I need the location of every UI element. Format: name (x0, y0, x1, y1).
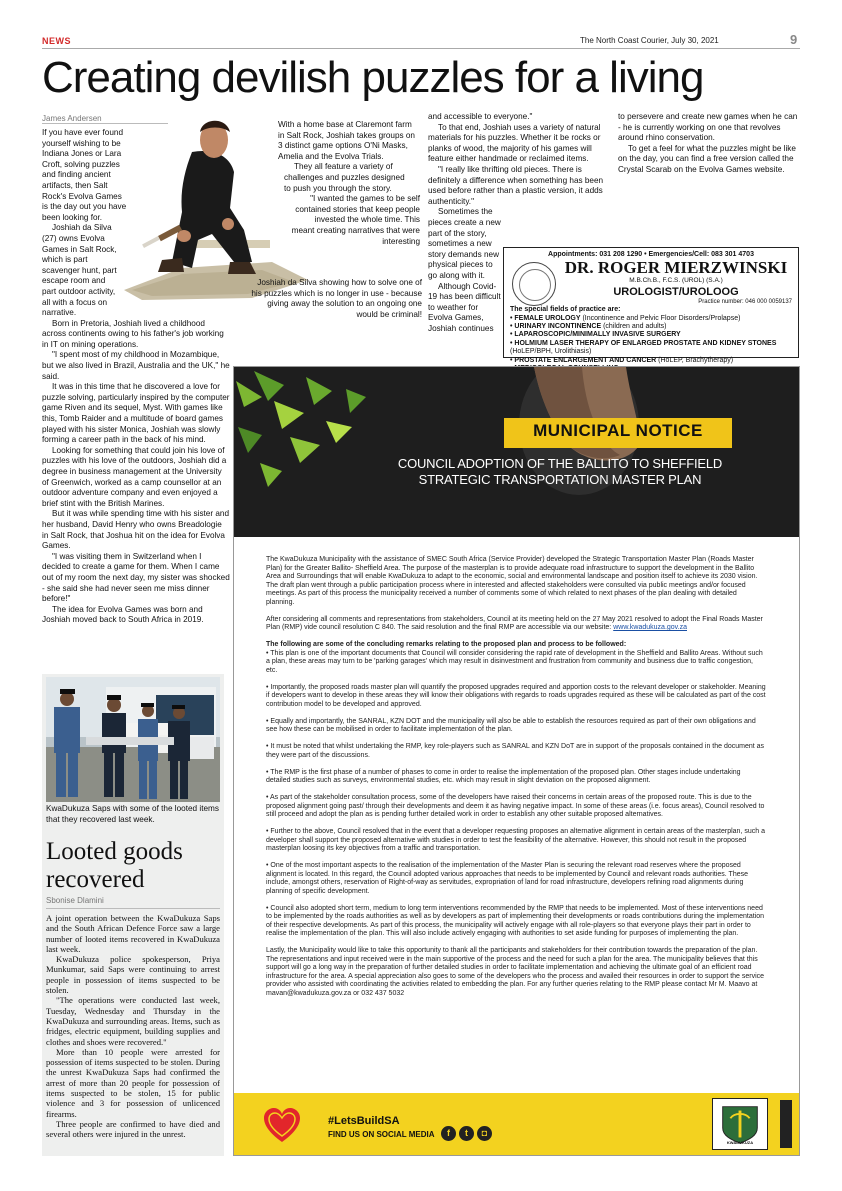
paragraph: "I wanted the games to be self contained stories that keep people invested the whole time. This meant creating narratives that were interesting (291, 194, 420, 246)
article-column-2 (250, 120, 425, 247)
notice-bullet: • Equally and importantly, the SANRAL, KZN DOT and the municipality will also be able to establish the resources required as part of their own obligations and see how these can be mobilised in order to facilitate implementation of the plan. (266, 717, 756, 733)
crest-label: KWADUKUZA (726, 1140, 754, 1145)
notice-bullet: • Importantly, the proposed roads master plan will quantify the proposed upgrades required and apportion costs to the relevant developer or stakeholder. Meaning if developers want to develop in these areas they will know their obligations with regards to roads upgrades required as these will be calculated as part of the cost contribution model to be developed and approved. (266, 683, 766, 708)
paragraph: More than 10 people were arrested for possession of items suspected to be stolen. During the unrest KwaDukuza Saps had confirmed the arrest of more than 20 people for possession of items suspected to be stolen, 15 for public violence and 3 for possession of unlicenced firearms. (46, 1046, 220, 1119)
notice-bullet: • One of the most important aspects to the realisation of the implementation of the Master Plan is securing the relevant road reserves where the proposed alignment is located. In this regard, the Council adopted various approaches that needs to be implemented by Council and relevant roads authorities. These include, amongst others, reservation of Right-of-way as servitudes, expropriation of land for road infrastructure, developers refining road alignments during planning of specific development. (266, 862, 748, 895)
facebook-icon[interactable]: f (441, 1126, 456, 1141)
ad-qualifications: M.B.Ch.B., F.C.S. (UROL) (S.A.) (629, 277, 723, 285)
list-item: • FEMALE UROLOGY (Incontinence and Pelvic Floor Disorders/Prolapse) (510, 314, 741, 322)
list-item: • PROSTATE ENLARGEMENT AND CANCER (HoLEP, Brachytherapy) (510, 356, 734, 364)
looted-body (46, 913, 220, 1140)
header-rule (42, 48, 800, 49)
article-column-4 (618, 112, 800, 176)
paragraph: Born in Pretoria, Joshiah lived a childhood across continents owing to his father's job working in IT on mining operations. (42, 318, 224, 349)
notice-adoption-text: After considering all comments and representations from stakeholders, Council at its meeting held on the 27 May 2021 resolved to adopt the Final Roads Master Plan (RMP) vide council resolution C 840. The said resolution and the final RMP are accessible via our website: (266, 615, 763, 631)
notice-bullet: • Further to the above, Council resolved that in the event that a developer requesting proposes an alternative alignment in certain areas of the masterplan, such a developer shall support the proposed alternative with studies in order to test the feasibility of the alternative. However, this should not result in the proposed masterplan loosing its key objectives from a traffic and transportation. (266, 828, 765, 852)
notice-label: MUNICIPAL NOTICE (533, 421, 703, 440)
paragraph: To that end, Joshiah uses a variety of natural materials for his puzzles. Whether it be rocks or planks of wood, the majority of his games will feature either handmade or reclaimed items. (428, 122, 601, 164)
paragraph: Joshiah da Silva (27) owns Evolva Games in Salt Rock, which is part scavenger hunt, part escape room and part outdoor activity, all with a focus on narrative. (42, 223, 117, 318)
headline: Creating devilish puzzles for a living (42, 53, 704, 102)
paragraph: to persevere and create new games when he can - he is currently working on one that revolves around rhino conservation. (618, 112, 798, 143)
photo-caption: KwaDukuza Saps with some of the looted items that they recovered last week. (46, 804, 219, 824)
paragraph: KwaDukuza police spokesperson, Priya Munkumar, said Saps were continuing to arrest people in possession of items suspected to be stolen. (46, 954, 220, 996)
paragraph: They all feature a variety of challenges and puzzles designed to push you through the story. (284, 162, 405, 193)
photo-caption: Joshiah da Silva showing how to solve one of his puzzles which is no longer in use - because giving away the solution to an ongoing one would be criminal! (251, 278, 422, 319)
list-item: • HOLMIUM LASER THERAPY OF ENLARGED PROSTATE AND KIDNEY STONES (HoLEP/BPH, Urolithiasis) (510, 339, 777, 356)
hashtag: #LetsBuildSA (328, 1115, 400, 1127)
notice-body (266, 556, 766, 1007)
paragraph: Although Covid-19 has been difficult to weather for Evolva Games, Joshiah continues (428, 281, 501, 333)
notice-bullet: • Council also adopted short term, medium to long term interventions recommended by the RMP that needs to be implemented. Most of these interventions need to be implemented by the roads authorities as well as by developers as part of implementing their developments or roads contributions during the implementation of their respective developments. As part of this process, the municipality will actively engage with all role-players so that everyone plays their part in order to realise the implementation of the plan. This will also include actively engaging with authorities to set aside funding for purposes of implementing the plan. (266, 904, 765, 937)
paragraph: Three people are confirmed to have died and several others were injured in the unrest. (46, 1118, 220, 1140)
ad-doctor-name: DR. ROGER MIERZWINSKI (564, 258, 788, 278)
notice-adoption (266, 616, 766, 633)
list-item: • LAPAROSCOPIC/MINIMALLY INVASIVE SURGERY (510, 331, 681, 339)
paragraph: But it was while spending time with his sister and her husband, David Henry who owns Breadologie in Salt Rock, that Joshua hit on the idea for Evolva Games. (42, 509, 230, 551)
looted-headline: Looted goods recovered (46, 838, 183, 893)
paragraph: With a home base at Claremont farm in Salt Rock, Joshiah takes groups on 3 distinct game options O'Ni Masks, Amelia and the Evolva Trials. (278, 120, 415, 161)
looted-byline: Sbonise Dlamini (46, 896, 104, 905)
paragraph: "I really like thrifting old pieces. There is definitely a difference when something has been used before rather than a plastic version, it adds authenticity." (428, 164, 604, 206)
paragraph: "I spent most of my childhood in Mozambique, but we also lived in Brazil, Australia and the UK," he said. (42, 350, 230, 381)
paragraph: It was in this time that he discovered a love for puzzle solving, particularly inspired by the computer game Riven and its sequel, Myst. With games like this, Tomb Raider and a multitude of board games played with his sister Monica, Joshiah was slowly forming a career path in the back of his mind. (42, 382, 230, 445)
byline-rule (46, 908, 220, 909)
ad-appointments: Appointments: 031 208 1290 • Emergencies/Cell: 083 301 4703 (548, 251, 754, 258)
notice-subtitle-2: STRATEGIC TRANSPORTATION MASTER PLAN (418, 472, 702, 487)
ad-practice-number: Practice number: 046 000 0059137 (698, 298, 792, 305)
notice-bullet: • As part of the stakeholder consultation process, some of the developers have raised their concerns in certain areas of the proposed route. This is due to the proposed alignment going past/ through their developments and deem it as having negative impact. In some of these areas (i.e. focus areas), Council resolved to still proceed and adopt the plan as is pending further detailed work in order to establish any other suitable proposed alternatives. (266, 794, 765, 818)
paragraph: To get a feel for what the puzzles might be like on the day, you can find a free version called the Crystal Scarab on the Evolva Games website. (618, 143, 796, 174)
paragraph: Sometimes the pieces create a new part of the story, sometimes a new story demands new physical pieces to go along with it. (428, 207, 501, 280)
notice-bullet: • It must be noted that whilst undertaking the RMP, key role-players such as SANRAL and KZN DoT are in support of the proposals contained in the document as they were part of the discussions. (266, 743, 765, 759)
ad-fields-label: The special fields of practice are: (510, 306, 621, 314)
paragraph: If you have ever found yourself wishing to be Indiana Jones or Lara Croft, solving puzzles and finding ancient artifacts, then Salt Rock's Evolva Games is the day out you have been looking for. (42, 128, 127, 222)
paragraph: "I was visiting them in Switzerland when I decided to create a game for them. When I came out of my room the next day, my sister was shocked - she said she had never seen me miss dinner before!" (42, 551, 230, 604)
find-us-label: FIND US ON SOCIAL MEDIA (328, 1130, 435, 1139)
instagram-icon[interactable]: ◘ (477, 1126, 492, 1141)
website-link[interactable]: www.kwadukuza.gov.za (613, 624, 687, 631)
paragraph: "The operations were conducted last week, Tuesday, Wednesday and Thursday in the KwaDukuza and surrounding areas. Items, such as fridges, electric equipment, building supplies and clothes and shoes were recovered." (46, 995, 220, 1047)
ad-title: UROLOGIST/UROLOOG (613, 285, 739, 298)
ad-code-strip (780, 1100, 792, 1148)
notice-bullet: • This plan is one of the important documents that Council will consider considering the rapid rate of development in the Sheffield and Ballito Areas. Without such a plan, these areas may turn to be 'parking garages' which may result in disinvestment and frustration from community and business due to traffic congestion, etc. (266, 649, 763, 674)
paragraph: Looking for something that could join his love of puzzles with his love of the outdoors, Joshiah did a degree in business management at the University of Greenwich, worked as a camp counsellor at an outdoor adventure company and even enjoyed a brief stint with the British Marines. (42, 445, 227, 508)
paragraph: A joint operation between the KwaDukuza Saps and the South African Defence Force saw a large number of looted items recovered in KwaDukuza last week. (46, 913, 220, 954)
notice-intro: The KwaDukuza Municipality with the assistance of SMEC South Africa (Service Provider) developed the Strategic Transportation Master Plan (Roads Master Plan) for the Greater Ballito- Sheffield Area. The purpose of the masterplan is to provide adequate road infrastructure to support the development in the Ballito Area and Surroundings that will enable KwaDukuza to adapt to the economic, social and environmental landscape and position itself to achieve its 2030 vision. The draft plan went through a public participation process where in interested and affected stakeholders were consulted via public meetings and/or focused meetings. As part of this process the municipality received a number of comments some of which related to next phases of the plan dealing with detailed planning. (266, 556, 758, 606)
notice-closing: Lastly, the Municipality would like to take this opportunity to thank all the participants and stakeholders for their contribution towards the preparation of the plan. The representations and input received were in the main supportive of the process and the need for such a plan for the area. The municipality believes that this support will go a long way in the preparation of further detailed studies in order to facilitate implementation and achieving the ultimate goal of an efficient road infrastructure for the area. A special appreciation also goes to some of the developers who the process and availed their resources in order to support the service provider who assisted with coordinating the activities related to embedding the plan. For any further queries relating to the RMP please contact Mr M. Maavo at mavan@kwadukuza.gov.za or 032 437 5032 (266, 947, 765, 997)
notice-bullet: • The RMP is the first phase of a number of phases to come in order to realise the implementation of the proposed plan. Other stages include undertaking detailed studies such as surveys, environmental studies, etc. which may result in slight deviation on the proposed alignment. (266, 768, 741, 784)
section-label: NEWS (42, 36, 71, 46)
paragraph: The idea for Evolva Games was born and Joshiah moved back to South Africa in 2019. (42, 604, 204, 625)
twitter-icon[interactable]: t (459, 1126, 474, 1141)
list-item: • URINARY INCONTINENCE (children and adults) (510, 323, 667, 331)
ad-fields-list (510, 315, 792, 374)
notice-remarks-header: The following are some of the concluding remarks relating to the proposed plan and process to be followed: (266, 641, 627, 648)
byline: James Andersen (42, 114, 102, 123)
paragraph: and accessible to everyone." (428, 112, 533, 121)
heart-map-icon (262, 1106, 302, 1146)
notice-banner (234, 367, 799, 537)
doctor-advertisement (503, 247, 799, 364)
page-number: 9 (790, 32, 798, 47)
police-photo (46, 677, 220, 802)
notice-subtitle-1: COUNCIL ADOPTION OF THE BALLITO TO SHEFFIELD (397, 456, 723, 471)
medical-seal-icon (512, 262, 556, 306)
publication-date: The North Coast Courier, July 30, 2021 (580, 36, 719, 45)
